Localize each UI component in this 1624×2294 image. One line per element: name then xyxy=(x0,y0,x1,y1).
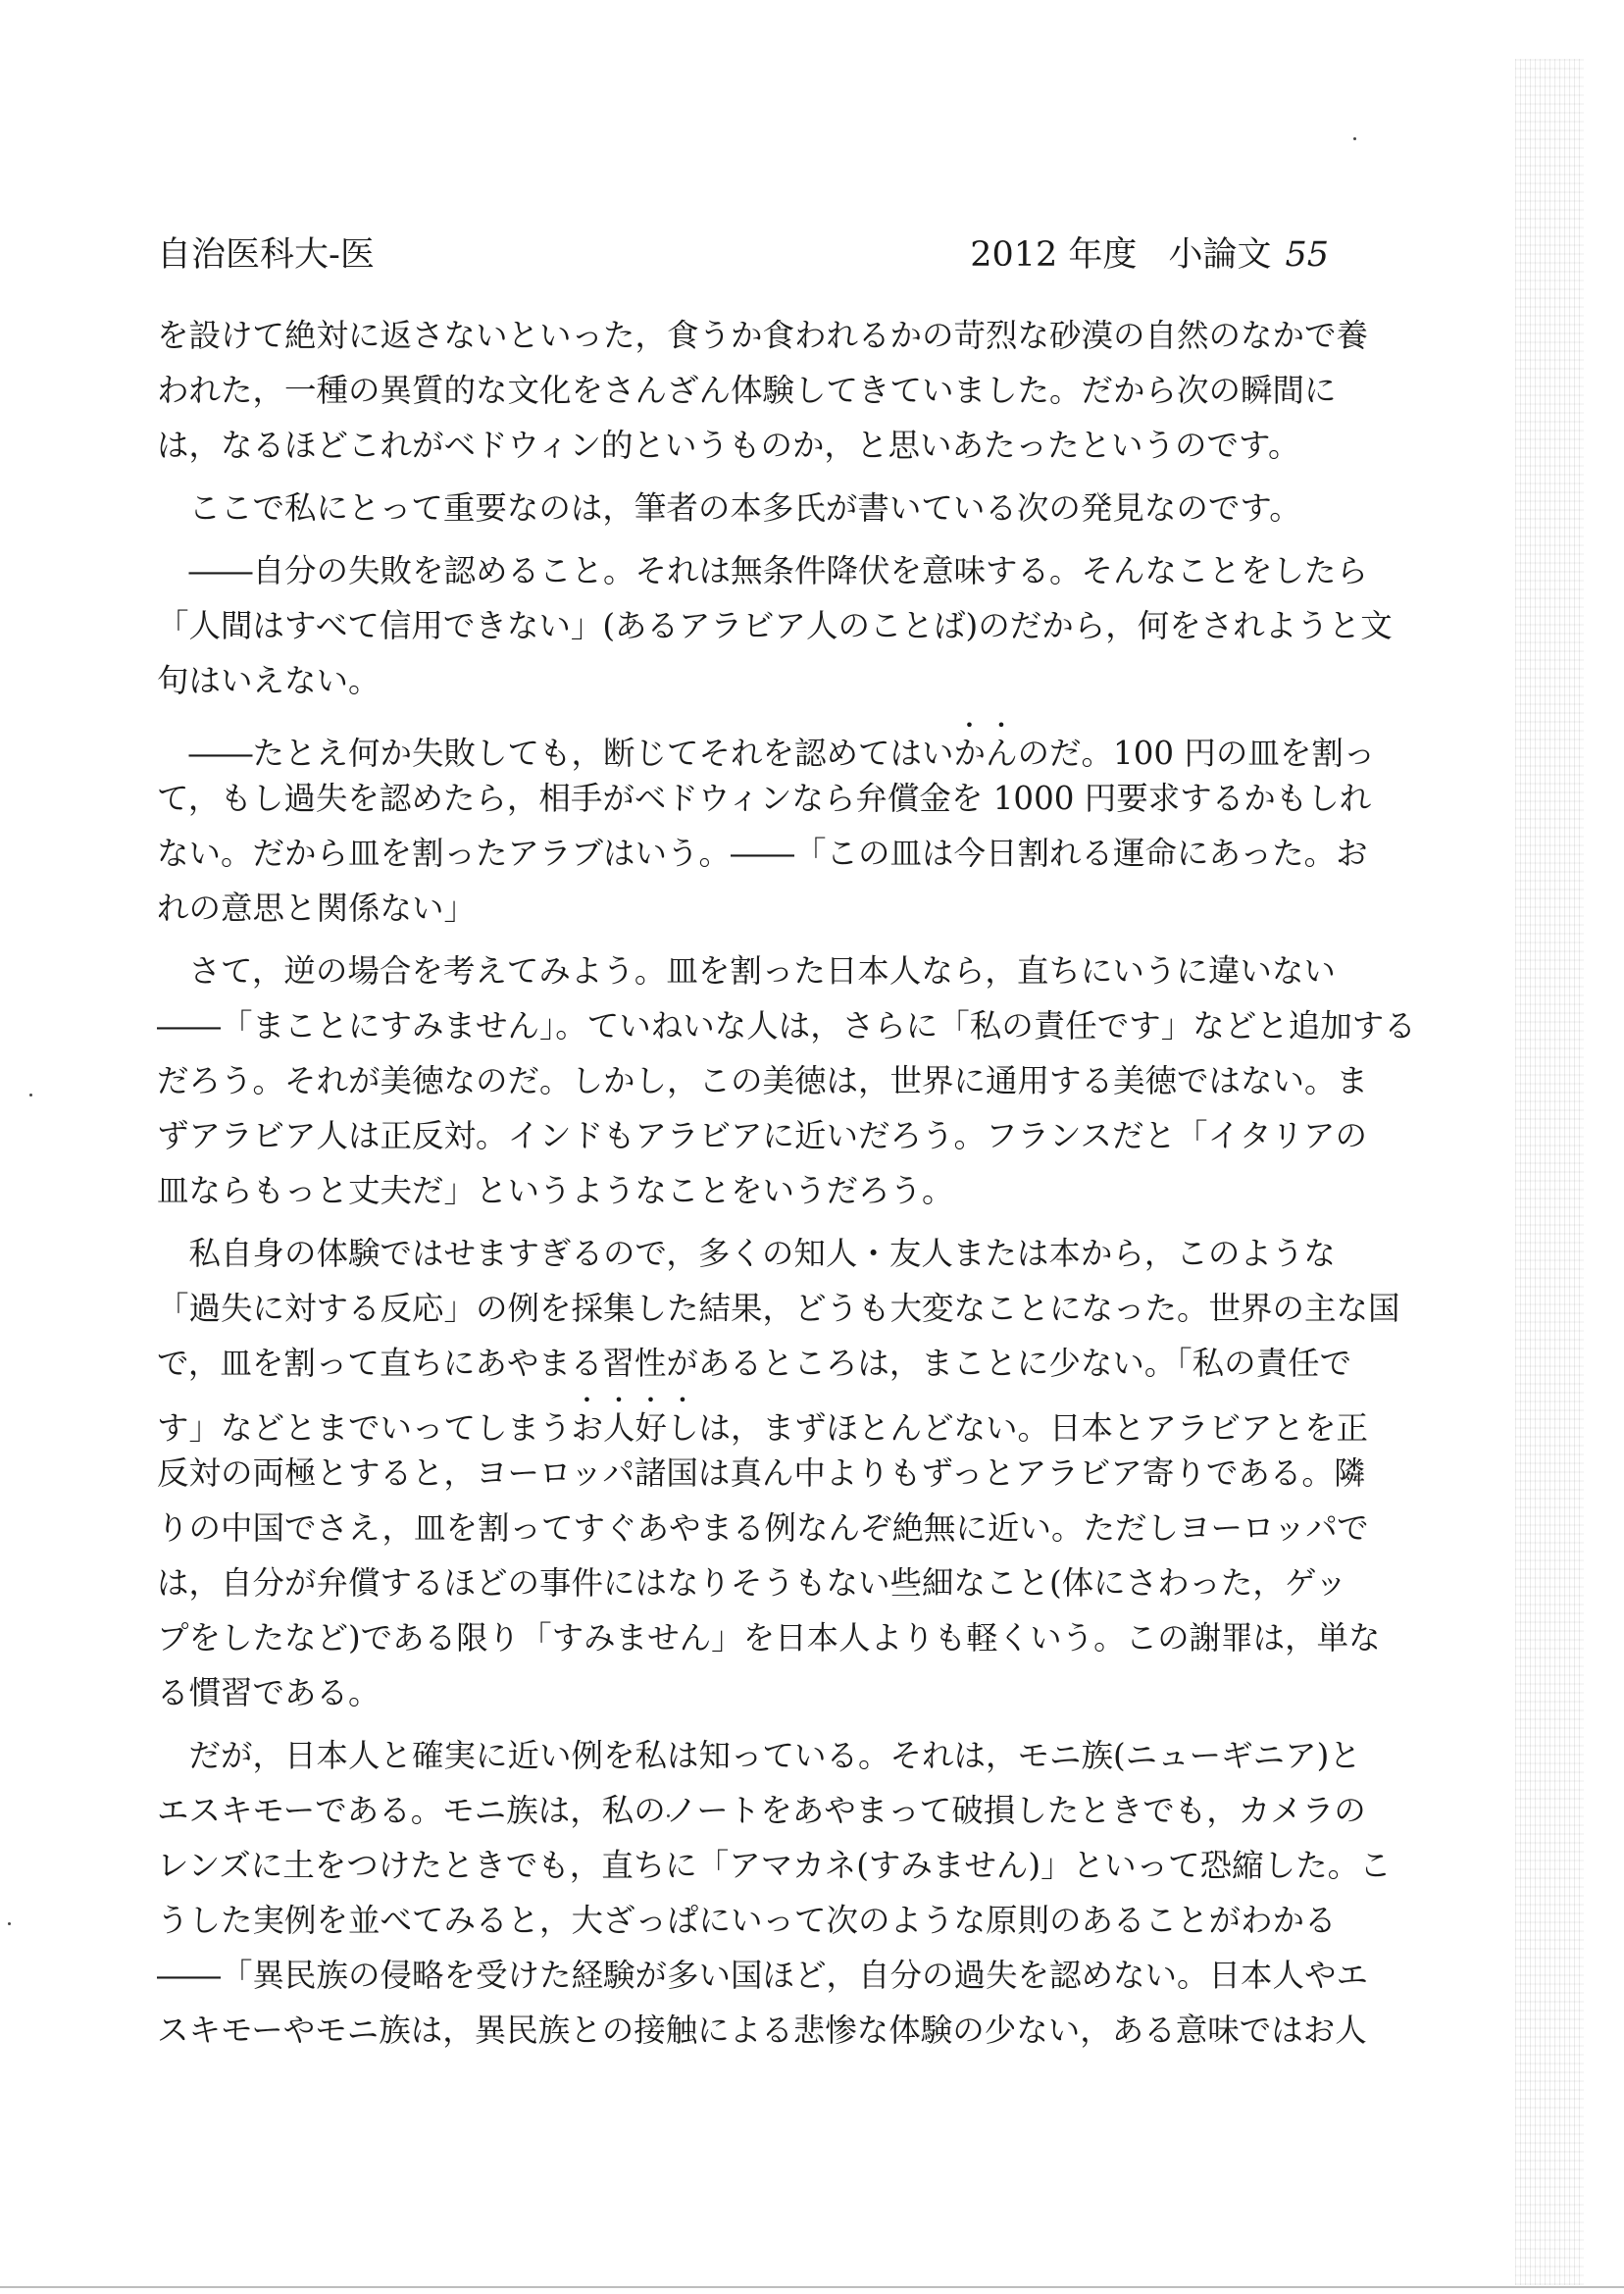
text-line xyxy=(157,1391,1369,1447)
body-text xyxy=(157,308,1416,2058)
text-line: れの意思と関係ない」 xyxy=(157,890,477,927)
scan-speck xyxy=(29,1094,32,1096)
scan-bottom-edge xyxy=(0,2286,1624,2288)
text-line: われた，一種の異質的な文化をさんざん体験してきていました。だから次の瞬間に xyxy=(157,372,1337,409)
text-line: ――「まことにすみません」。ていねいな人は，さらに「私の責任です」などと追加する xyxy=(157,1007,1416,1045)
scan-speck xyxy=(1353,137,1356,140)
text-line: ――「異民族の侵略を受けた経験が多い国ほど，自分の過失を認めない。日本人やエ xyxy=(157,1957,1369,1994)
text-line: 皿ならもっと丈夫だ」というようなことをいうだろう。 xyxy=(157,1172,954,1209)
exam-subject: 小論文 xyxy=(1168,235,1272,275)
text-line: ここで私にとって重要なのは，筆者の本多氏が書いている次の発見なのです。 xyxy=(157,489,1301,527)
text-line: を設けて絶対に返さないといった，食うか食われるかの苛烈な砂漠の自然のなかで養 xyxy=(157,317,1369,354)
text-line: レンズに土をつけたときでも，直ちに「アマカネ(すみません)」といって恐縮した。こ xyxy=(157,1847,1392,1884)
scan-speck xyxy=(8,1922,11,1925)
text-line: さて，逆の場合を考えてみよう。皿を割った日本人なら，直ちにいうに違いない xyxy=(157,952,1336,990)
university-name: 自治医科大-医 xyxy=(157,235,375,275)
text-segment: ――たとえ何か失敗しても，断じてそれを認めてはい xyxy=(157,735,954,772)
text-line: で，皿を割って直ちにあやまる習性があるところは，まことに少ない。「私の責任で xyxy=(157,1345,1352,1382)
text-line: 「過失に対する反応」の例を採集した結果，どうも大変なことになった。世界の主な国 xyxy=(157,1290,1400,1327)
emphasized-text: かん xyxy=(953,735,1018,772)
text-line: 私自身の体験ではせますぎるので，多くの知人・友人または本から，このような xyxy=(157,1235,1336,1272)
text-segment: は，まずほとんどない。日本とアラビアとを正 xyxy=(698,1409,1369,1447)
text-line: 反対の両極とすると，ヨーロッパ諸国は真ん中よりもずっとアラビア寄りである。隣 xyxy=(157,1454,1366,1492)
header-info xyxy=(970,230,1329,280)
page-number: 55 xyxy=(1285,235,1329,275)
text-line: りの中国でさえ，皿を割ってすぐあやまる例なんぞ絶無に近い。ただしヨーロッパで xyxy=(157,1509,1369,1547)
text-line: は，自分が弁償するほどの事件にはなりそうもない些細なこと(体にさわった，ゲッ xyxy=(157,1564,1347,1602)
text-line: 句はいえない。 xyxy=(157,662,381,699)
text-line: て，もし過失を認めたら，相手がベドウィンなら弁償金を 1000 円要求するかもしれ xyxy=(157,780,1372,817)
text-line: ずアラビア人は正反対。インドもアラビアに近いだろう。フランスだと「イタリアの xyxy=(157,1117,1368,1154)
text-line: 「人間はすべて信用できない」(あるアラビア人のことば)のだから，何をされようと文 xyxy=(157,607,1393,644)
page-header xyxy=(157,230,1329,280)
text-segment: す」などとまでいってしまう xyxy=(157,1409,572,1447)
emphasized-text: お人好し xyxy=(571,1409,699,1447)
text-line: うした実例を並べてみると，大ざっぱにいって次のような原則のあることがわかる xyxy=(157,1902,1337,1939)
text-line: ――自分の失敗を認めること。それは無条件降伏を意味する。そんなことをしたら xyxy=(157,552,1369,589)
text-line xyxy=(157,716,1376,772)
exam-year: 2012 年度 xyxy=(970,235,1138,275)
text-line: だろう。それが美徳なのだ。しかし，この美徳は，世界に通用する美徳ではない。ま xyxy=(157,1062,1369,1099)
text-line: スキモーやモニ族は，異民族との接触による悲惨な体験の少ない，ある意味ではお人 xyxy=(157,2012,1367,2049)
text-segment: のだ。100 円の皿を割っ xyxy=(1017,735,1376,772)
text-line: ない。だから皿を割ったアラブはいう。――「この皿は今日割れる運命にあった。お xyxy=(157,835,1368,872)
text-line: エスキモーである。モニ族は，私のノートをあやまって破損したときでも，カメラの xyxy=(157,1792,1366,1829)
text-line: だが，日本人と確実に近い例を私は知っている。それは，モニ族(ニューギニア)と xyxy=(157,1737,1361,1774)
scan-shadow-edge xyxy=(1515,59,1584,2285)
text-line: プをしたなど)である限り「すみません」を日本人よりも軽くいう。この謝罪は，単な xyxy=(157,1619,1381,1657)
text-line: る慣習である。 xyxy=(157,1674,381,1711)
text-line: は，なるほどこれがベドウィン的というものか，と思いあたったというのです。 xyxy=(157,427,1300,464)
